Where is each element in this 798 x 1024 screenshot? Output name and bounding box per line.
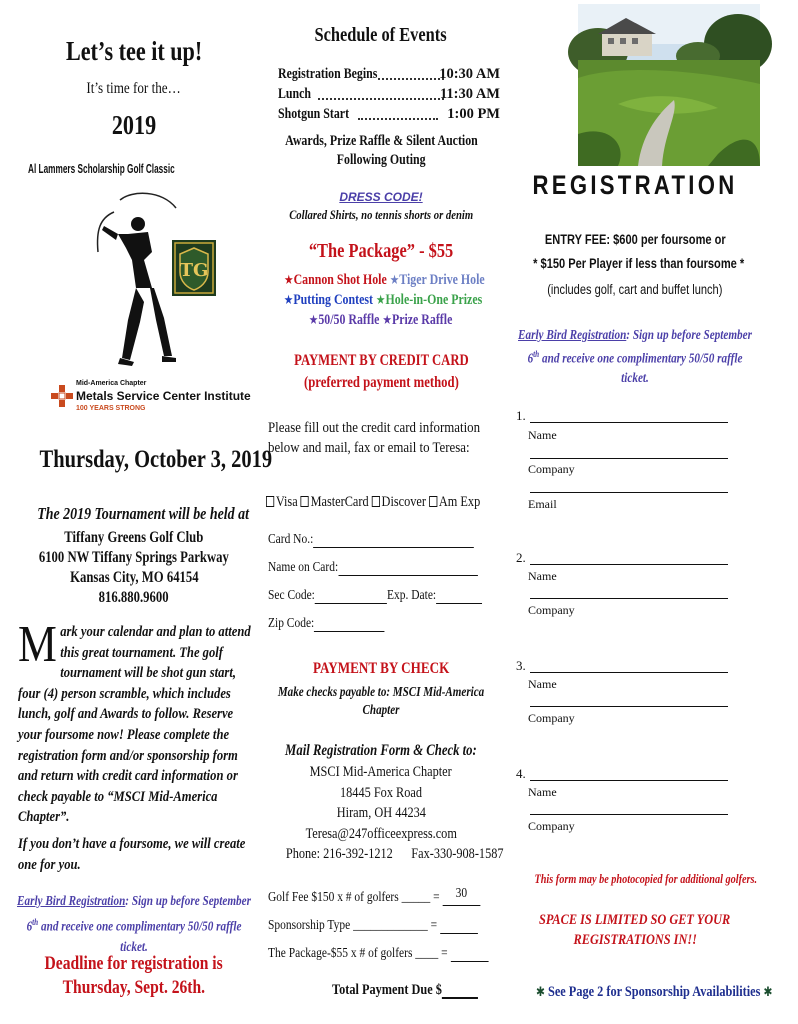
golfer-1-name-label: Name xyxy=(528,428,557,442)
left-column xyxy=(14,0,273,1024)
star-icon: ★ xyxy=(389,273,400,288)
golfer-4-name-input[interactable] xyxy=(530,780,728,781)
tee-pin-icon: ✱ xyxy=(763,985,773,1000)
address-line: Hiram, OH 44234 xyxy=(336,805,426,822)
golfer-1-number: 1. xyxy=(516,408,526,423)
golf-club-crest-logo xyxy=(172,240,216,296)
exp-date-field[interactable] xyxy=(436,590,482,604)
golfer-1-email-label: Email xyxy=(528,497,557,511)
golfer-3-company-input[interactable] xyxy=(530,706,728,707)
registration-deadline xyxy=(14,952,254,1000)
golfer-2-name-label: Name xyxy=(528,569,557,583)
msci-mark-icon xyxy=(50,384,74,408)
entry-fee-line3: (includes golf, cart and buffet lunch) xyxy=(547,282,723,297)
space-limited-note: SPACE IS LIMITED SO GET YOUR REGISTRATIONS IN!! xyxy=(539,912,731,948)
golfer-3-company-label: Company xyxy=(528,711,575,725)
venue-city: Kansas City, MO 64154 xyxy=(69,569,199,586)
right-column xyxy=(510,0,773,1024)
golfer-2-company-label: Company xyxy=(528,603,575,617)
golfer-3-name-label: Name xyxy=(528,677,557,691)
intro-subtitle: It’s time for the… xyxy=(86,80,182,97)
mastercard-checkbox[interactable]: MasterCard xyxy=(301,494,369,510)
golfer-silhouette-image xyxy=(92,190,182,370)
checkbox-icon xyxy=(266,496,274,507)
svg-text:TG: TG xyxy=(179,260,209,281)
msci-name-text: Metals Service Center Institute xyxy=(76,389,251,403)
checkbox-icon xyxy=(301,496,309,507)
golfer-1-company-input[interactable] xyxy=(530,458,728,459)
event-date: Thursday, October 3, 2019 xyxy=(39,446,273,473)
star-icon: ★ xyxy=(283,293,294,308)
package-line-2: ★Putting Contest ★Hole-in-One Prizes xyxy=(283,292,483,308)
package-line-3: ★50/50 Raffle ★Prize Raffle xyxy=(309,312,453,328)
awards-note: Awards, Prize Raffle & Silent Auction Following Outing xyxy=(284,133,478,168)
tee-pin-icon: ✱ xyxy=(535,985,545,1000)
deadline-line2: Thursday, Sept. 26th. xyxy=(62,977,206,998)
package-line-1: ★Cannon Shot Hole ★Tiger Drive Hole xyxy=(284,272,485,288)
card-number-field[interactable]: Card No.: xyxy=(268,532,519,550)
venue-phone: 816.880.9600 xyxy=(99,589,169,606)
golfer-2-number: 2. xyxy=(516,550,526,565)
exp-date-label: Exp. Date: xyxy=(387,588,437,603)
golfer-4-number: 4. xyxy=(516,766,526,781)
amex-checkbox[interactable]: Am Exp xyxy=(429,494,480,510)
star-icon: ★ xyxy=(309,313,319,328)
entry-fee-line1: ENTRY FEE: $600 per foursome or xyxy=(544,232,726,247)
golfer-4-company-label: Company xyxy=(528,819,575,833)
check-title: PAYMENT BY CHECK xyxy=(312,660,450,677)
credit-card-subtitle: (preferred payment method) xyxy=(303,374,459,391)
mail-to-title: Mail Registration Form & Check to: xyxy=(285,742,477,759)
golfer-4-company-input[interactable] xyxy=(530,814,728,815)
intro-title: Let’s tee it up! xyxy=(65,36,203,66)
credit-card-instructions: Please fill out the credit card information below and mail, fax or email to Teresa: xyxy=(268,420,481,456)
address-line: MSCI Mid-America Chapter xyxy=(309,764,453,780)
card-type-options xyxy=(266,494,500,511)
schedule-row-shotgun: Shotgun Start 1:00 PM xyxy=(278,106,500,122)
package-fee-row[interactable]: The Package-$55 x # of golfers ____ = xyxy=(268,946,537,966)
venue-street: 6100 NW Tiffany Springs Parkway xyxy=(39,549,229,566)
name-on-card-field[interactable]: Name on Card: xyxy=(268,560,524,578)
golf-fee-row[interactable]: Golf Fee $150 x # of golfers _____ = 30 xyxy=(268,890,527,910)
dress-code-title: DRESS CODE! xyxy=(339,190,423,204)
golfer-3-number: 3. xyxy=(516,658,526,673)
event-name: Al Lammers Scholarship Golf Classic xyxy=(28,162,175,176)
address-line: 18445 Fox Road xyxy=(339,784,422,801)
foursome-note: If you don’t have a foursome, we will create one for you. xyxy=(18,836,246,873)
deadline-line1: Deadline for registration is xyxy=(44,953,224,974)
mail-address xyxy=(262,762,504,865)
schedule-row-lunch: Lunch 11:30 AM xyxy=(278,86,500,102)
tournament-description xyxy=(18,616,252,828)
email-link[interactable]: Teresa@247officeexpress.com xyxy=(305,825,457,842)
golf-fee-value[interactable]: 30 xyxy=(455,886,468,901)
venue-block xyxy=(14,528,254,608)
phone-fax-line: Phone: 216-392-1212 Fax-330-908-1587 xyxy=(285,846,504,863)
sec-code-field[interactable]: Sec Code: Exp. Date: xyxy=(268,588,529,606)
visa-checkbox[interactable]: Visa xyxy=(266,494,298,510)
dropcap-letter: M xyxy=(18,616,57,673)
check-payable-note: Make checks payable to: MSCI Mid-America Chapter xyxy=(277,684,485,717)
sponsorship-page-note: ✱ See Page 2 for Sponsorship Availabilities ✱ xyxy=(535,984,773,1000)
golfer-1-company-label: Company xyxy=(528,462,575,476)
star-icon: ★ xyxy=(284,273,294,288)
golf-course-photo xyxy=(578,4,760,166)
total-payment-row[interactable]: Total Payment Due $ xyxy=(332,982,510,999)
discover-checkbox[interactable]: Discover xyxy=(372,494,426,510)
checkbox-icon xyxy=(372,496,380,507)
venue-intro: The 2019 Tournament will be held at xyxy=(37,504,249,523)
venue-name: Tiffany Greens Golf Club xyxy=(64,529,204,546)
golfer-1-email-input[interactable] xyxy=(530,492,728,493)
golfer-3-name-input[interactable] xyxy=(530,672,728,673)
credit-card-title: PAYMENT BY CREDIT CARD xyxy=(293,352,469,369)
golfer-2-company-input[interactable] xyxy=(530,598,728,599)
schedule-title: Schedule of Events xyxy=(314,24,448,46)
sponsorship-row[interactable]: Sponsorship Type _____________ = xyxy=(268,918,524,938)
photocopy-note: This form may be photocopied for additional golfers. xyxy=(534,872,758,886)
intro-year: 2019 xyxy=(111,110,157,140)
schedule-row-registration: Registration Begins 10:30 AM xyxy=(278,66,500,82)
star-icon: ★ xyxy=(382,313,393,328)
star-icon: ★ xyxy=(375,293,386,308)
early-bird-label: Early Bird Registration xyxy=(17,894,126,909)
checkbox-icon xyxy=(429,496,437,507)
registration-title: REGISTRATION xyxy=(532,170,738,200)
golfer-2-name-input[interactable] xyxy=(530,564,728,565)
early-bird-note-right: Early Bird Registration: Sign up before September 6th and receive one complimentary 50/50 raffle ticket. xyxy=(518,328,752,386)
description-text: ark your calendar and plan to attend this great tournament. The golf tournament will be shot gun start, four (4) person scramble, which includes lunch, golf and Awards to follow. Reserve your foursome now! Please complete the registration form and/or sponsorship form and return with credit card information or check payable to “MSCI Mid-America Chapter”. xyxy=(18,624,251,826)
golfer-1-name-input[interactable] xyxy=(530,422,728,423)
msci-logo xyxy=(48,380,251,416)
package-title: “The Package” - $55 xyxy=(308,240,454,262)
early-bird-label: Early Bird Registration xyxy=(518,328,627,343)
msci-chapter-text: Mid-America Chapter xyxy=(76,380,147,387)
middle-column xyxy=(262,0,504,1024)
zip-code-field[interactable]: Zip Code: xyxy=(268,616,410,634)
dress-code-text: Collared Shirts, no tennis shorts or denim xyxy=(289,207,473,222)
entry-fee-line2: * $150 Per Player if less than foursome * xyxy=(533,256,745,271)
msci-tagline-text: 100 YEARS STRONG xyxy=(76,405,146,412)
golfer-4-name-label: Name xyxy=(528,785,557,799)
early-bird-note-left: Early Bird Registration: Sign up before September 6th and receive one complimentary 50/50 raffle ticket. xyxy=(17,894,251,955)
